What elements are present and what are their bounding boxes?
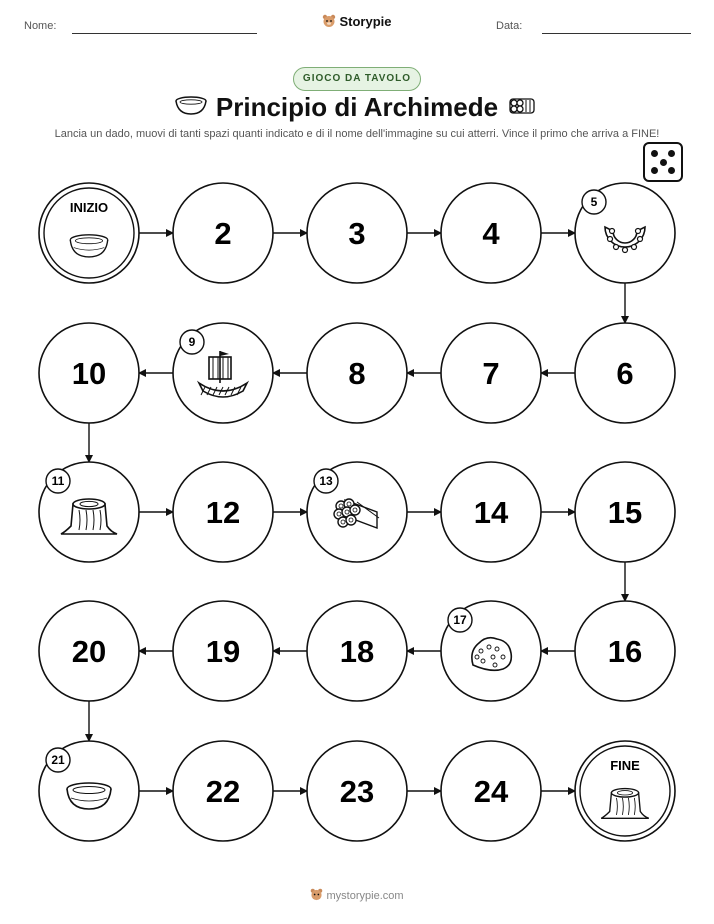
square-number: 19: [205, 634, 241, 669]
badge-number: 9: [188, 335, 196, 349]
square-number: 7: [482, 356, 500, 391]
badge-number: 13: [319, 474, 333, 488]
board-square-3: [307, 183, 407, 283]
board-square-2: [173, 183, 273, 283]
board-square-17: [441, 601, 541, 701]
board-square-23: [307, 741, 407, 841]
square-number: 22: [205, 774, 241, 809]
board-square-15: [575, 462, 675, 562]
badge-number: 5: [590, 195, 598, 209]
start-label: INIZIO: [69, 200, 109, 215]
square-circle: [39, 183, 139, 283]
square-number: 16: [607, 634, 643, 669]
game-badge: GIOCO DA TAVOLO: [293, 67, 421, 91]
board-square-4: [441, 183, 541, 283]
instructions: Lancia un dado, muovi di tanti spazi quanti indicato e di il nome dell'immagine su cui atterri. Vince il primo che arriva a FINE!: [54, 128, 660, 140]
board-square-9: [173, 323, 273, 423]
board-square-24: [441, 741, 541, 841]
square-number: 14: [473, 495, 509, 530]
finish-label: FINE: [610, 758, 640, 773]
badge-number: 17: [453, 613, 467, 627]
date-label: Data:: [496, 20, 523, 32]
badge-number: 21: [51, 753, 65, 767]
square-number: 3: [348, 216, 366, 251]
start-square: [39, 183, 139, 283]
square-number: 6: [616, 356, 634, 391]
bowl-icon: [67, 783, 111, 809]
square-number: 24: [473, 774, 509, 809]
bowl-icon: [70, 235, 107, 257]
board-square-16: [575, 601, 675, 701]
square-number: 23: [339, 774, 375, 809]
board-square-8: [307, 323, 407, 423]
square-number: 15: [607, 495, 643, 530]
board-square-7: [441, 323, 541, 423]
board-square-6: [575, 323, 675, 423]
board-square-11: [39, 462, 139, 562]
board-square-22: [173, 741, 273, 841]
bear-icon: [310, 888, 323, 904]
square-number-badge: [582, 190, 606, 214]
board-square-10: [39, 323, 139, 423]
board-square-14: [441, 462, 541, 562]
square-number: 10: [71, 356, 107, 391]
square-number-badge: [46, 748, 70, 772]
badge-number: 11: [51, 474, 65, 488]
square-number-badge: [448, 608, 472, 632]
finish-square: [575, 741, 675, 841]
square-number-badge: [46, 469, 70, 493]
square-number: 8: [348, 356, 366, 391]
brand-name: Storypie: [339, 14, 392, 29]
board-square-20: [39, 601, 139, 701]
square-number: 18: [339, 634, 375, 669]
square-number-badge: [180, 330, 204, 354]
page-title: Principio di Archimede: [215, 92, 499, 122]
board-square-13: [307, 462, 407, 562]
square-number: 12: [205, 495, 241, 530]
square-number: 20: [71, 634, 107, 669]
board-square-19: [173, 601, 273, 701]
board-square-12: [173, 462, 273, 562]
board-square-18: [307, 601, 407, 701]
square-number: 2: [214, 216, 232, 251]
name-label: Nome:: [24, 20, 57, 32]
footer: [0, 888, 714, 904]
board-square-5: [575, 183, 675, 283]
footer-url: mystorypie.com: [326, 889, 404, 902]
square-number-badge: [314, 469, 338, 493]
square-number: 4: [482, 216, 500, 251]
board-square-21: [39, 741, 139, 841]
